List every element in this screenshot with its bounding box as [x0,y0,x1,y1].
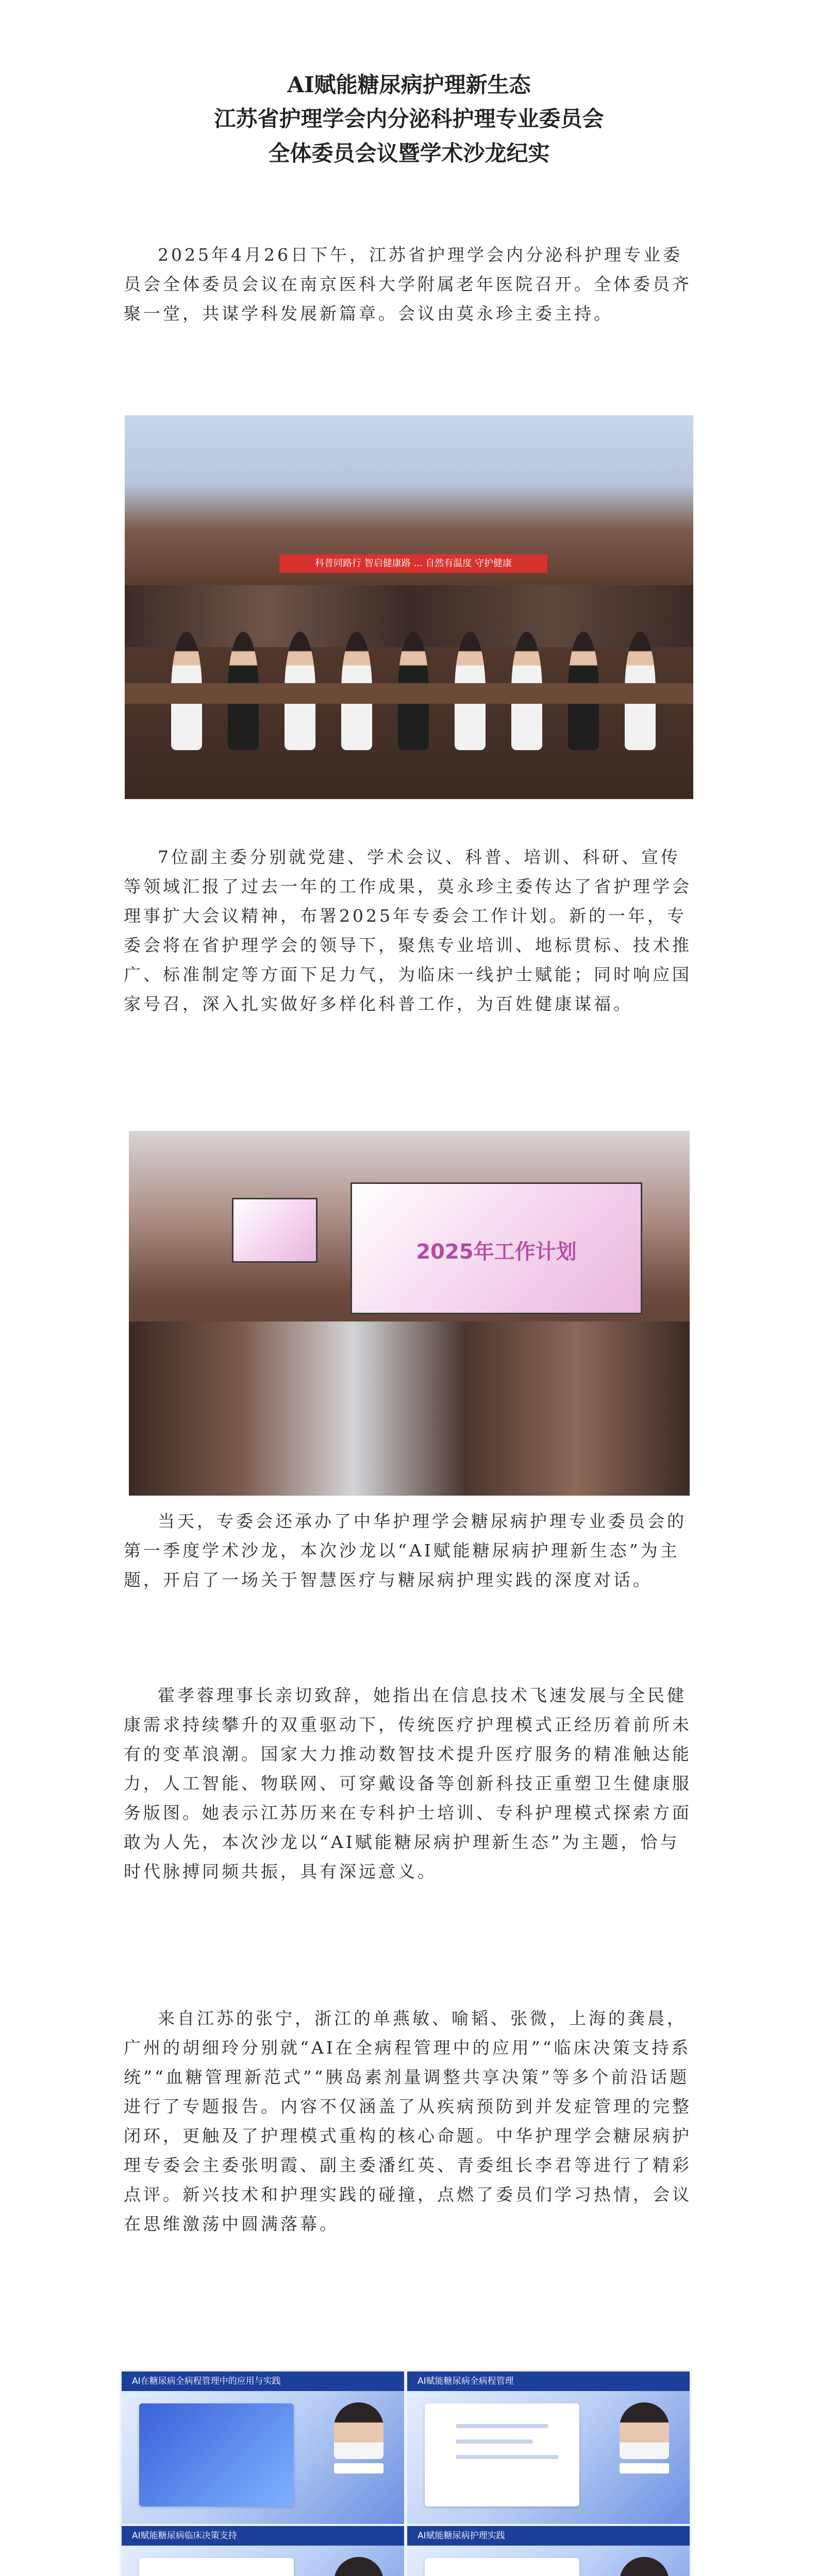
slide-text-line [456,2455,559,2459]
paragraph-intro: 2025年4月26日下午，江苏省护理学会内分泌科护理专业委员会全体委员会议在南京医科大学附属老年医院召开。全体委员齐聚一堂，共谋学科发展新篇章。会议由莫永珍主委主持。 [124,245,692,324]
article-title-line2: 江苏省护理学会内分泌科护理专业委员会 [214,106,604,131]
article-title-line3: 全体委员会议暨学术沙龙纪实 [268,141,550,166]
slide-header: AI赋能糖尿病护理实践 [407,2526,690,2546]
paragraph-reports: 来自江苏的张宁，浙江的单燕敏、喻韬、张微，上海的龚晨，广州的胡细玲分别就“AI在全病程管理中的应用”“临床决策支持系统”“血糖管理新范式”“胰岛素剂量调整共享决策”等多个前沿话题进行了专题报告。内容不仅涵盖了从疾病预防到并发症管理的完整闭环，更触及了护理模式重构的核心命题。中华护理学会糖尿病护理专委会主委张明霞、副主委潘红英、青委组长李君等进行了精彩点评。新兴技术和护理实践的碰撞，点燃了委员们学习热情，会议在思维激荡中圆满落幕。 [124,2008,692,2234]
article-title-line1: AI赋能糖尿病护理新生态 [287,72,531,97]
slide-content [425,2558,579,2576]
paragraph-work-report: 7位副主委分别就党建、学术会议、科普、培训、科研、宣传等领域汇报了过去一年的工作成果，莫永珍主委传达了省护理学会理事扩大会议精神，布署2025年专委会工作计划。新的一年，专委会将在省护理学会的领导下，聚焦专业培训、地标贯标、技术推广、标准制定等方面下足力气，为临床一线护士赋能；同时响应国家号召，深入扎实做好多样化科普工作，为百姓健康谋福。 [124,847,692,1014]
speaker-avatar [620,2557,669,2576]
stage-banner: 科普同路行 智启健康路 ... 自然有温度 守护健康 [279,554,547,573]
screen-title: 2025年工作计划 [416,1240,577,1264]
speaker-name-tag [334,2463,383,2473]
paragraph-speech: 霍孝蓉理事长亲切致辞，她指出在信息技术飞速发展与全民健康需求持续攀升的双重驱动下，传统医疗护理模式正经历着前所未有的变革浪潮。国家大力推动数智技术提升医疗服务的精准触达能力，人工智能、物联网、可穿戴设备等创新科技正重塑卫生健康服务版图。她表示江苏历来在专科护士培训、专科护理模式探索方面敢为人先，本次沙龙以“AI赋能糖尿病护理新生态”为主题，恰与时代脉搏同频共振，具有深远意义。 [124,1685,692,1882]
slide-header: AI赋能糖尿病全病程管理 [407,2371,690,2391]
slide-text-line [456,2439,533,2444]
speaker-slide [122,2371,404,2524]
speaker-slides-collage [120,2369,692,2576]
slide-content [425,2403,579,2506]
speaker-slide [407,2371,690,2524]
group-photo [125,415,693,799]
meeting-photo [129,1131,690,1496]
speaker-slide [407,2526,690,2576]
speaker-avatar [620,2402,669,2459]
audience-seated [129,1321,690,1496]
conference-table [125,683,693,704]
slide-header: AI在糖尿病全病程管理中的应用与实践 [122,2371,404,2391]
slide-text-line [456,2424,548,2428]
slide-content [139,2403,294,2506]
slide-content [139,2558,294,2576]
main-screen [350,1182,642,1314]
side-screen [232,1198,318,1263]
speaker-avatar [334,2557,383,2576]
speaker-avatar [334,2402,383,2459]
slide-header: AI赋能糖尿病临床决策支持 [122,2526,404,2546]
speaker-name-tag [620,2463,669,2473]
paragraph-salon-intro: 当天，专委会还承办了中华护理学会糖尿病护理专业委员会的第一季度学术沙龙，本次沙龙以“AI赋能糖尿病护理新生态”为主题，开启了一场关于智慧医疗与糖尿病护理实践的深度对话。 [124,1511,687,1590]
speaker-slide [122,2526,404,2576]
